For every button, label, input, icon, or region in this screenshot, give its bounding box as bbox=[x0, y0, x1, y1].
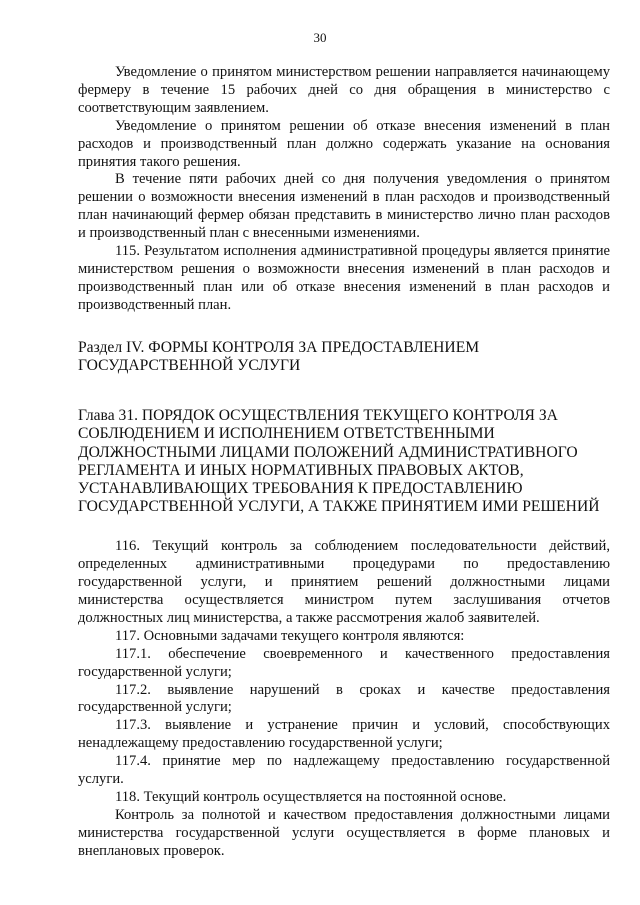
paragraph: 117.1. обеспечение своевременного и качественного предоставления государственной услуги; bbox=[78, 645, 610, 680]
chapter-title-line: ДОЛЖНОСТНЫМИ ЛИЦАМИ ПОЛОЖЕНИЙ АДМИНИСТРАТИВНОГО bbox=[78, 443, 578, 461]
paragraph: Контроль за полнотой и качеством предоставления должностными лицами министерства государственной услуги осуществляется в форме плановых и внеплановых проверок. bbox=[78, 806, 610, 859]
document-body bbox=[78, 64, 610, 861]
chapter-title-line: ГОСУДАРСТВЕННОЙ УСЛУГИ, А ТАКЖЕ ПРИНЯТИЕМ ИМИ РЕШЕНИЙ bbox=[78, 498, 600, 516]
section-title-line: Раздел IV. ФОРМЫ КОНТРОЛЯ ЗА ПРЕДОСТАВЛЕНИЕМ bbox=[78, 338, 480, 356]
section-title-line: ГОСУДАРСТВЕННОЙ УСЛУГИ bbox=[78, 356, 301, 374]
paragraph: Уведомление о принятом решении об отказе внесения изменений в план расходов и производственный план должно содержать указание на основания принятия такого решения. bbox=[78, 117, 610, 170]
chapter-title bbox=[78, 407, 610, 516]
paragraph: 117.2. выявление нарушений в сроках и качестве предоставления государственной услуги; bbox=[78, 681, 610, 716]
paragraph: Уведомление о принятом министерством решении направляется начинающему фермеру в течение 15 рабочих дней со дня обращения в министерство с соответствующим заявлением. bbox=[78, 64, 610, 116]
chapter-title-line: Глава 31. ПОРЯДОК ОСУЩЕСТВЛЕНИЯ ТЕКУЩЕГО КОНТРОЛЯ ЗА bbox=[78, 407, 558, 425]
section-title bbox=[78, 339, 610, 375]
paragraph: 115. Результатом исполнения административной процедуры является принятие министерством решения о возможности внесения изменений в план расходов и производственный план или об отказе внесения изменений в план расходов и производственный план. bbox=[78, 243, 610, 313]
paragraph: 116. Текущий контроль за соблюдением последовательности действий, определенных административными процедурами по предоставлению государственной услуги, и принятием решений должностными лицами министерства осуществляется министром путем заслушивания отчетов должностных лиц министерства, а также рассмотрения жалоб заявителей. bbox=[78, 538, 610, 626]
chapter-title-line: РЕГЛАМЕНТА И ИНЫХ НОРМАТИВНЫХ ПРАВОВЫХ АКТОВ, bbox=[78, 461, 524, 479]
paragraph: 117.4. принятие мер по надлежащему предоставлению государственной услуги. bbox=[78, 753, 610, 788]
chapter-title-line: УСТАНАВЛИВАЮЩИХ ТРЕБОВАНИЯ К ПРЕДОСТАВЛЕНИЮ bbox=[78, 479, 523, 497]
paragraph: В течение пяти рабочих дней со дня получения уведомления о принятом решении о возможности внесения изменений в план расходов и производственный план начинающий фермер обязан представить в министерство лично план расходов и производственный план с внесенными изменениями. bbox=[78, 171, 610, 242]
paragraph: 117.3. выявление и устранение причин и условий, способствующих ненадлежащему предоставлению государственной услуги; bbox=[78, 717, 610, 752]
paragraph: 118. Текущий контроль осуществляется на постоянной основе. bbox=[115, 789, 507, 805]
chapter-title-line: СОБЛЮДЕНИЕМ И ИСПОЛНЕНИЕМ ОТВЕТСТВЕННЫМИ bbox=[78, 425, 495, 443]
page-number: 30 bbox=[313, 30, 327, 45]
paragraph: 117. Основными задачами текущего контроля являются: bbox=[115, 627, 465, 644]
